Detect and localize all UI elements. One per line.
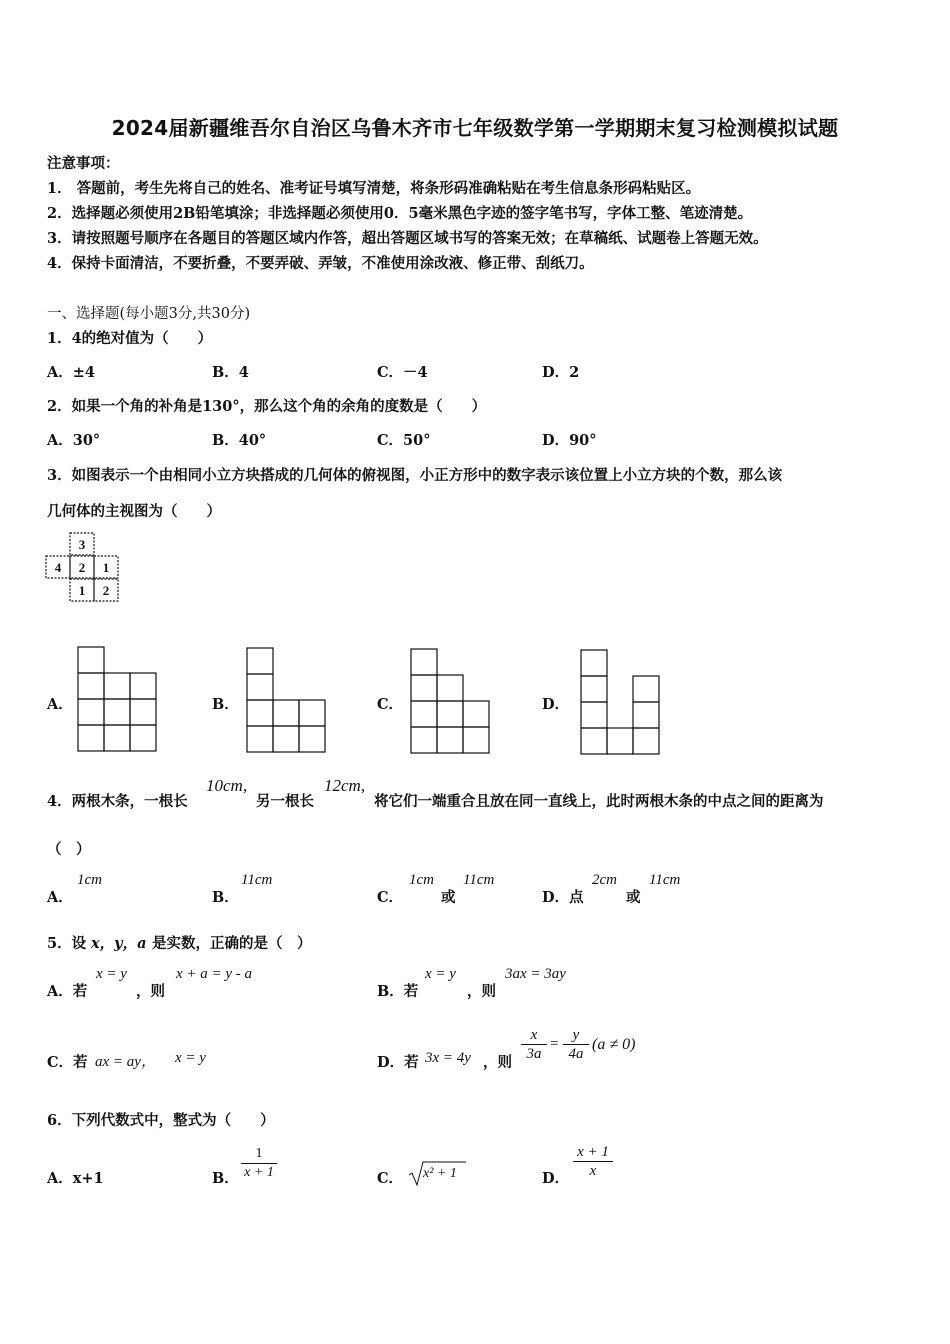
- q4-stem-part2: 另一根长: [256, 793, 314, 810]
- q2-stem: 2．如果一个角的补角是130°，那么这个角的余角的度数是（ ）: [47, 398, 487, 415]
- fraction-denominator: 4a: [568, 1046, 584, 1062]
- q1-option-a: A．±4: [47, 364, 95, 381]
- q4-option-c-value-2: 11cm: [463, 872, 495, 888]
- q5-option-d-label: D．若: [377, 1054, 419, 1071]
- q5-option-c-condition: ax = ay，: [95, 1054, 156, 1070]
- q1-stem: 1．4的绝对值为（ ）: [47, 330, 213, 347]
- notice-heading: 注意事项：: [47, 155, 120, 172]
- q5-option-d-fraction-1: [521, 1026, 547, 1063]
- q6-option-d-fraction: [573, 1143, 613, 1180]
- q3-option-b-figure: [246, 647, 328, 755]
- q3-stem-line1: 3．如图表示一个由相同小立方块搭成的几何体的俯视图，小正方形中的数字表示该位置上小立方块的个数，那么该: [47, 467, 783, 484]
- q5-stem-start: 5．设: [47, 935, 87, 952]
- q5-stem-end: 是实数，正确的是（ ）: [152, 935, 312, 952]
- q3-stem-line2: 几何体的主视图为（ ）: [47, 503, 221, 520]
- q4-option-d-or: 或: [626, 889, 641, 906]
- q4-stem-part3: 将它们一端重合且放在同一直线上，此时两根木条的中点之间的距离为: [374, 793, 824, 810]
- top-view-cell: 2: [102, 583, 110, 598]
- q1-option-d: D．2: [542, 364, 580, 381]
- q4-option-c-value-1: 1cm: [409, 872, 434, 888]
- q4-option-b-label: B．: [212, 889, 239, 906]
- q4-option-b-value: 11cm: [241, 872, 273, 888]
- q6-option-a: A．x+1: [47, 1170, 104, 1187]
- q2-option-d: D．90°: [542, 432, 597, 449]
- notice-item-1: 1． 答题前，考生先将自己的姓名、准考证号填写清楚，将条形码准确粘贴在考生信息条形码粘贴区。: [47, 180, 701, 197]
- q5-option-a-label: A．若: [47, 983, 88, 1000]
- q4-option-d-value-2: 11cm: [649, 872, 681, 888]
- q6-option-b-fraction: [241, 1145, 277, 1182]
- fraction-numerator: x + 1: [577, 1144, 609, 1160]
- q6-option-c-expression: x² + 1: [423, 1166, 457, 1181]
- q5-option-b-result: 3ax = 3ay: [505, 966, 566, 982]
- q3-option-c: C．: [377, 696, 404, 713]
- q2-option-b: B．40°: [212, 432, 267, 449]
- fraction-denominator: 3a: [526, 1046, 542, 1062]
- q3-option-b: B．: [212, 696, 239, 713]
- q5-option-a-condition: x = y: [96, 966, 127, 982]
- q2-option-c: C．50°: [377, 432, 431, 449]
- q4-option-a-label: A．: [47, 889, 73, 906]
- q5-option-d-equals: =: [550, 1036, 559, 1052]
- q4-stem-part1: 4．两根木条，一根长: [47, 793, 188, 810]
- fraction-numerator: 1: [255, 1146, 263, 1161]
- q5-option-b-then: ，则: [467, 983, 496, 1000]
- q1-option-c: C．－4: [377, 364, 428, 381]
- q3-option-d: D．: [542, 696, 570, 713]
- q3-option-a: A．: [47, 696, 73, 713]
- notice-item-3: 3．请按照题号顺序在各题目的答题区域内作答，超出答题区域书写的答案无效；在草稿纸、试题卷上答题无效。: [47, 230, 768, 247]
- q4-option-a-value: 1cm: [77, 872, 102, 888]
- q1-option-b: B．4: [212, 364, 249, 381]
- notice-item-4: 4．保持卡面清洁，不要折叠，不要弄破、弄皱，不准使用涂改液、修正带、刮纸刀。: [47, 255, 594, 272]
- top-view-cell: 1: [102, 560, 110, 575]
- q4-option-d-label: D．点: [542, 889, 584, 906]
- q5-stem-vars: x，y，a: [91, 935, 147, 952]
- top-view-cell: 4: [54, 560, 62, 575]
- q6-option-c-label: C．: [377, 1170, 404, 1187]
- fraction-numerator: x: [530, 1027, 538, 1043]
- page-title: 2024届新疆维吾尔自治区乌鲁木齐市七年级数学第一学期期末复习检测模拟试题: [111, 116, 839, 140]
- q5-option-b-label: B．若: [377, 983, 419, 1000]
- top-view-cell: 1: [78, 583, 86, 598]
- q6-stem: 6．下列代数式中，整式为（ ）: [47, 1112, 275, 1129]
- q3-top-view-figure: [46, 532, 126, 604]
- q6-option-b-label: B．: [212, 1170, 239, 1187]
- q6-option-d-label: D．: [542, 1170, 570, 1187]
- q4-option-d-value-1: 2cm: [592, 872, 617, 888]
- q4-length-2: 12cm,: [324, 776, 366, 795]
- q3-option-c-figure: [410, 648, 492, 756]
- q5-option-d-fraction-2: [563, 1026, 589, 1063]
- q5-option-d-condition-2: (a ≠ 0): [592, 1036, 636, 1053]
- fraction-numerator: y: [572, 1027, 580, 1043]
- q5-option-b-condition: x = y: [425, 966, 456, 982]
- q5-option-d-condition: 3x = 4y: [425, 1050, 471, 1066]
- top-view-cell: 3: [78, 537, 86, 552]
- q2-option-a: A．30°: [47, 432, 101, 449]
- q5-option-a-result: x + a = y - a: [176, 966, 253, 982]
- q4-length-1: 10cm,: [206, 776, 248, 795]
- section-heading: 一、选择题(每小题3分,共30分): [47, 306, 251, 322]
- q4-option-c-or: 或: [441, 889, 456, 906]
- top-view-cell: 2: [78, 560, 86, 575]
- notice-item-2: 2．选择题必须使用2B铅笔填涂；非选择题必须使用0．5毫米黑色字迹的签字笔书写，字体工整、笔迹清楚。: [47, 205, 753, 222]
- q4-paren: （ ）: [47, 841, 91, 858]
- q5-option-c-label: C．若: [47, 1054, 88, 1071]
- q5-option-a-then: ，则: [136, 983, 165, 1000]
- fraction-denominator: x: [589, 1163, 597, 1179]
- fraction-denominator: x + 1: [244, 1165, 274, 1180]
- q5-option-c-result: x = y: [175, 1050, 206, 1066]
- q4-option-c-label: C．: [377, 889, 404, 906]
- q3-option-d-figure: [580, 649, 662, 757]
- q5-option-d-then: ，则: [483, 1054, 512, 1071]
- q3-option-a-figure: [77, 646, 159, 754]
